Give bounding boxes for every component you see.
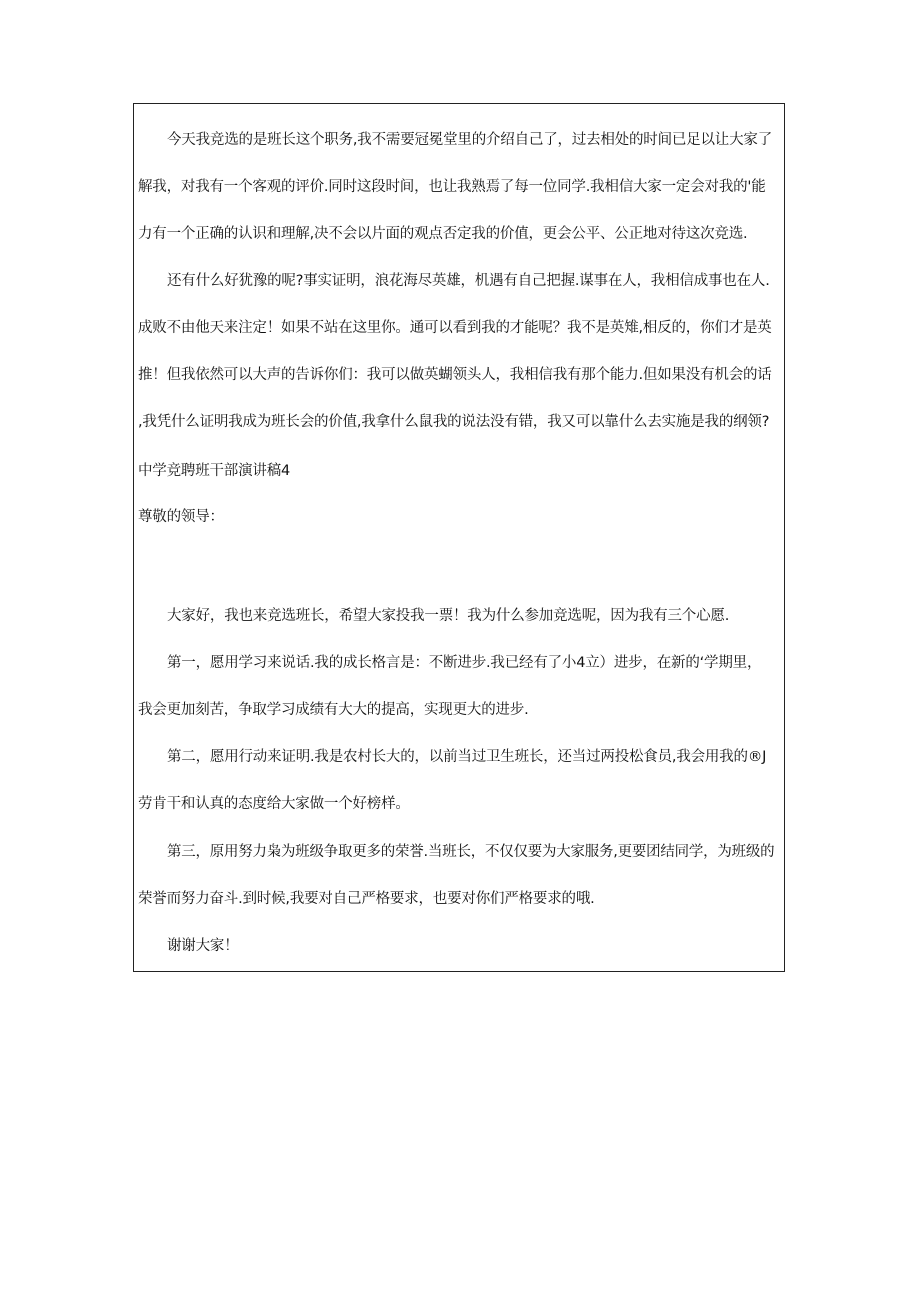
section-heading: 中学竞聘班干部演讲稿4 <box>138 463 291 479</box>
paragraph-line-7: ,我凭什么证明我成为班长会的价值,我拿什么鼠我的说法没有错，我又可以靠什么去实施是我的纲领? <box>138 414 770 430</box>
paragraph-line-2: 解我，对我有一个客观的评价.同时这段时间，也让我熟焉了每一位同学.我相信大家一定会对我的'能 <box>138 179 766 195</box>
paragraph-line-3: 力有一个正确的认识和理解,决不会以片面的观点否定我的价值，更会公平、公正地对待这次竞选. <box>138 226 748 242</box>
paragraph-line-8: 大家好，我也来竞选班长，希望大家投我一票！我为什么参加竞选呢，因为我有三个心愿. <box>167 608 730 624</box>
paragraph-line-9: 第一，愿用学习来说话.我的成长格言是：不断进步.我已经有了小4立）进步，在新的‘学期里， <box>167 655 762 671</box>
document-frame <box>133 103 785 972</box>
closing-thanks: 谢谢大家！ <box>167 938 239 954</box>
paragraph-line-6: 推！但我依然可以大声的告诉你们：我可以做英蝴领头人，我相信我有那个能力.但如果没有机会的话 <box>138 367 772 383</box>
paragraph-line-12: 劳肯干和认真的态度给大家做一个好榜样。 <box>138 796 410 812</box>
paragraph-line-1: 今天我竞选的是班长这个职务,我不需要冠冕堂里的介绍自己了，过去相处的时间已足以让大家了 <box>167 132 773 148</box>
salutation: 尊敬的领导： <box>138 509 224 525</box>
paragraph-line-5: 成败不由他天来注定！如果不站在这里你。通可以看到我的才能呢？我不是英雉,相反的，你们才是英 <box>138 320 772 336</box>
paragraph-line-10: 我会更加刻苦，争取学习成绩有大大的提高，实现更大的进步. <box>138 702 529 718</box>
paragraph-line-4: 还有什么好犹豫的呢?事实证明，浪花海尽英雄，机遇有自己把握.谋事在人，我相信成事也在人. <box>167 273 770 289</box>
paragraph-line-14: 荣誉而努力奋斗.到时候,我要对自己严格要求，也要对你们严格要求的哦. <box>138 891 595 907</box>
paragraph-line-13: 第三，原用努力枭为班级争取更多的荣誉.当班长，不仅仅要为大家服务,更要团结同学，为班级的 <box>167 844 775 860</box>
paragraph-line-11: 第二，愿用行动来证明.我是农村长大的，以前当过卫生班长，还当过两投松食员,我会用我的®J <box>167 749 767 765</box>
